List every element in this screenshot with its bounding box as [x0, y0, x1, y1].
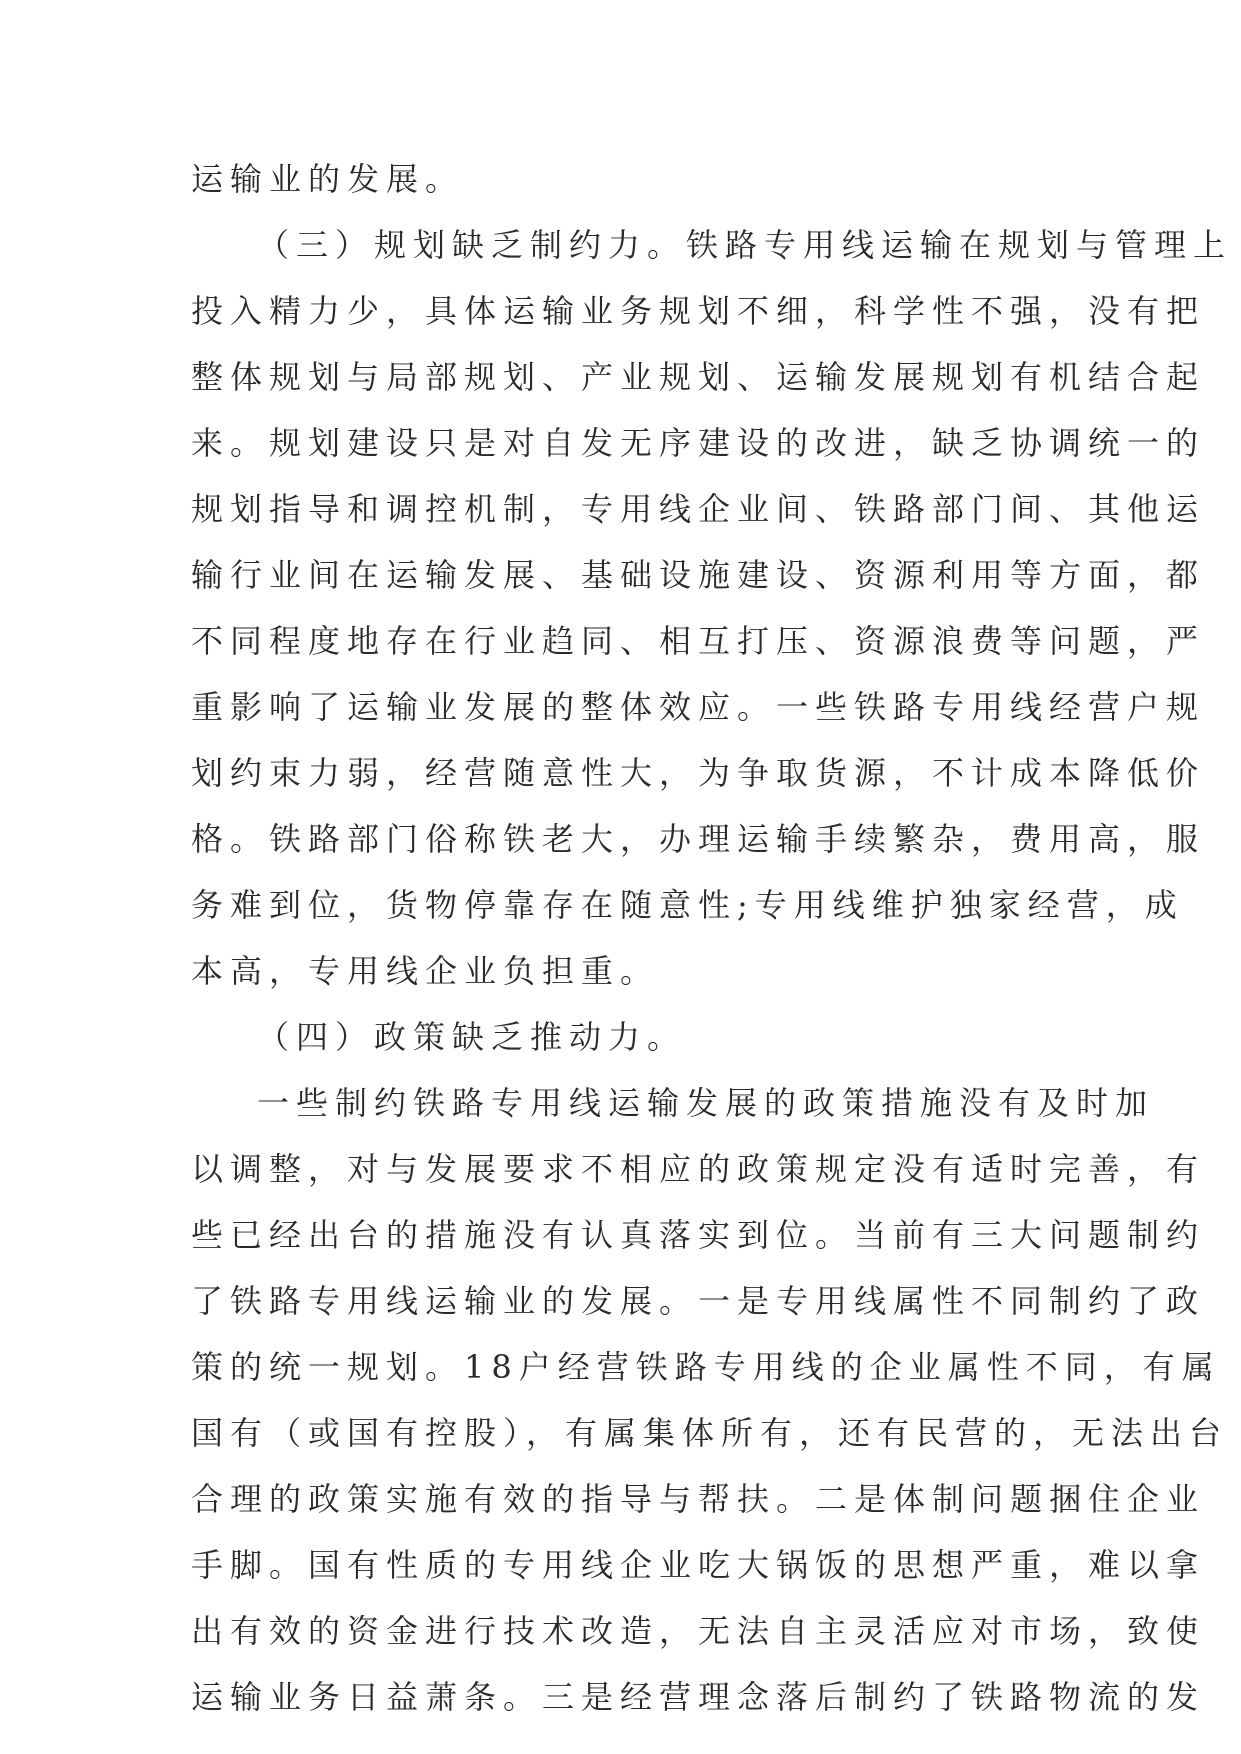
text-line: 不同程度地存在行业趋同、相互打压、资源浪费等问题，严	[191, 622, 1206, 660]
text-line: 本高，专用线企业负担重。	[191, 952, 660, 990]
text-line: 重影响了运输业发展的整体效应。一些铁路专用线经营户规	[191, 688, 1206, 726]
text-line: 了铁路专用线运输业的发展。一是专用线属性不同制约了政	[191, 1282, 1206, 1320]
text-line: 规划指导和调控机制，专用线企业间、铁路部门间、其他运	[191, 490, 1206, 528]
text-line: 以调整，对与发展要求不相应的政策规定没有适时完善，有	[191, 1150, 1206, 1188]
text-line: 一些制约铁路专用线运输发展的政策措施没有及时加	[257, 1084, 1155, 1122]
text-line: 整体规划与局部规划、产业规划、运输发展规划有机结合起	[191, 358, 1206, 396]
text-line: 手脚。国有性质的专用线企业吃大锅饭的思想严重，难以拿	[191, 1546, 1206, 1584]
body-text	[191, 146, 1233, 1730]
text-line: 来。规划建设只是对自发无序建设的改进，缺乏协调统一的	[191, 424, 1206, 462]
text-line: 务难到位，货物停靠存在随意性;专用线维护独家经营，成	[191, 886, 1184, 924]
text-line: （四）政策缺乏推动力。	[257, 1018, 687, 1056]
text-line: （三）规划缺乏制约力。铁路专用线运输在规划与管理上	[257, 226, 1233, 264]
text-line: 运输业的发展。	[191, 160, 465, 198]
text-line: 划约束力弱，经营随意性大，为争取货源，不计成本降低价	[191, 754, 1206, 792]
text-line: 些已经出台的措施没有认真落实到位。当前有三大问题制约	[191, 1216, 1206, 1254]
text-line: 投入精力少，具体运输业务规划不细，科学性不强，没有把	[191, 292, 1206, 330]
text-line: 出有效的资金进行技术改造，无法自主灵活应对市场，致使	[191, 1612, 1206, 1650]
text-line: 输行业间在运输发展、基础设施建设、资源利用等方面，都	[191, 556, 1206, 594]
text-line: 国有（或国有控股），有属集体所有，还有民营的，无法出台	[191, 1414, 1229, 1452]
text-line: 策的统一规划。18户经营铁路专用线的企业属性不同，有属	[191, 1348, 1221, 1386]
text-line: 合理的政策实施有效的指导与帮扶。二是体制问题捆住企业	[191, 1480, 1206, 1518]
text-line: 格。铁路部门俗称铁老大，办理运输手续繁杂，费用高，服	[191, 820, 1206, 858]
text-line: 运输业务日益萧条。三是经营理念落后制约了铁路物流的发	[191, 1678, 1206, 1716]
